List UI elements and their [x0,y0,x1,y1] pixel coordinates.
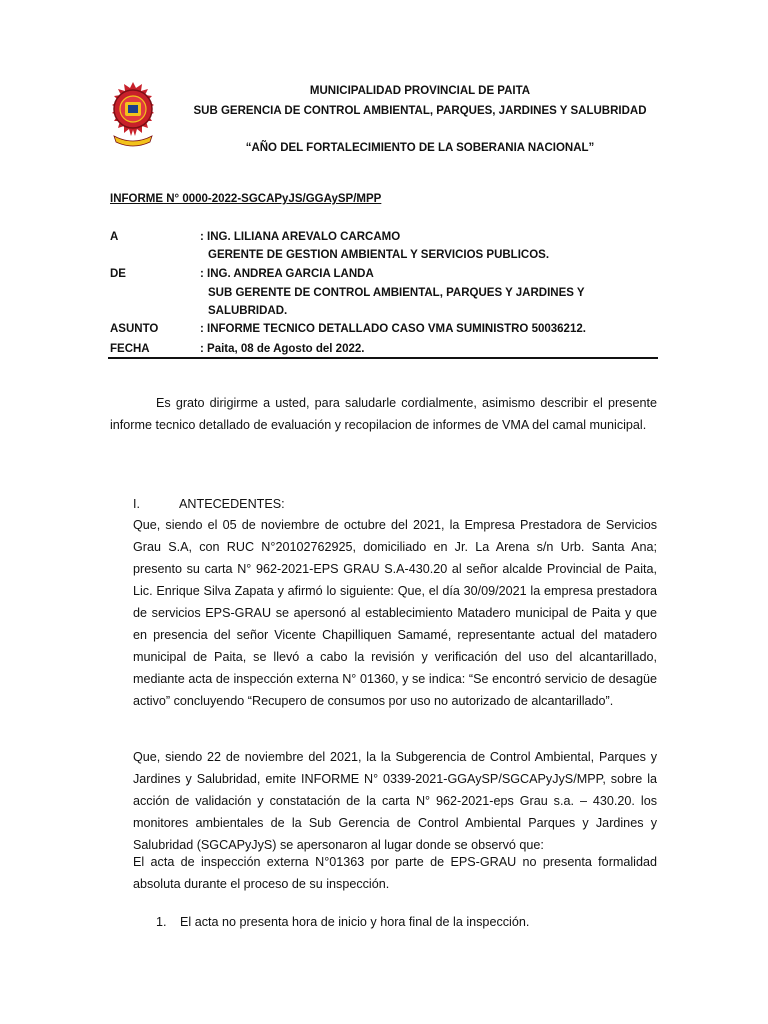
intro-paragraph: Es grato dirigirme a usted, para saludarle cordialmente, asimismo describir el presente informe tecnico detallado de evaluación y recopilacion de informes de VMA del camal municipal. [110,396,657,432]
from-role-line2: SALUBRIDAD. [208,305,288,317]
header-divider [108,357,658,359]
from-value: : ING. ANDREA GARCIA LANDA [200,268,374,280]
to-label: A [110,231,119,243]
list-item-number: 1. [156,915,167,929]
report-number: INFORME N° 0000-2022-SGCAPyJS/GGAySP/MPP [110,193,382,205]
institution-name: MUNICIPALIDAD PROVINCIAL DE PAITA [309,85,531,97]
background-paragraph-1: Que, siendo el 05 de noviembre de octubre del 2021, la Empresa Prestadora de Servicios Grau S.A, con RUC N°20102762925, domiciliado en Jr. La Arena s/n Urb. Santa Ana; presento su carta N° 962-2021-EPS GRAU S.A-430.20 al señor alcalde Provincial de Paita, Lic. Enrique Silva Zapata y afirmó lo siguiente: Que, el día 30/09/2021 la empresa prestadora de servicios EPS-GRAU se apersonó al establecimiento Matadero municipal de Paita y que en presencia del señor Vicente Chapilliquen Samamé, representante actual del matadero municipal de Paita, se llevó a cabo la revisión y verificación del uso del alcantarillado, mediante acta de inspección externa N° 01360, y se indica: “Se encontró servicio de desagüe activo” concluyendo “Recupero de consumos por uso no autorizado de alcantarillado”. [133,518,657,708]
from-label: DE [110,268,126,280]
section-heading [133,497,285,511]
department-name: SUB GERENCIA DE CONTROL AMBIENTAL, PARQUES, JARDINES Y SALUBRIDAD [193,105,647,117]
date-label: FECHA [110,343,150,355]
from-role-line1: SUB GERENTE DE CONTROL AMBIENTAL, PARQUES Y JARDINES Y [208,287,585,299]
date-value: : Paita, 08 de Agosto del 2022. [200,343,365,355]
subject-value: : INFORME TECNICO DETALLADO CASO VMA SUMINISTRO 50036212. [200,323,586,335]
section-title: ANTECEDENTES: [179,497,285,511]
background-paragraph-2: Que, siendo 22 de noviembre del 2021, la la Subgerencia de Control Ambiental, Parques y Jardines y Salubridad, emite INFORME N° 0339-2021-GGAySP/SGCAPyJyS/MPP, sobre la acción de validación y constatación de la carta N° 962-2021-eps Grau s.a. – 430.20. los monitores ambientales de la Sub Gerencia de Control Ambiental Parques y Jardines y Salubridad (SGCAPyJyS) se apersonaron al lugar donde se observó que: [133,750,657,852]
to-role: GERENTE DE GESTION AMBIENTAL Y SERVICIOS PUBLICOS. [208,249,550,261]
to-value: : ING. LILIANA AREVALO CARCAMO [200,231,401,243]
background-paragraph-3: El acta de inspección externa N°01363 por parte de EPS-GRAU no presenta formalidad absoluta durante el proceso de su inspección. [133,855,657,891]
year-motto: “AÑO DEL FORTALECIMIENTO DE LA SOBERANIA NACIONAL” [245,142,595,154]
list-item [156,915,529,929]
municipal-seal-icon [104,80,162,150]
subject-label: ASUNTO [110,323,159,335]
section-number: I. [133,497,140,511]
list-item-text: El acta no presenta hora de inicio y hora final de la inspección. [180,915,530,929]
